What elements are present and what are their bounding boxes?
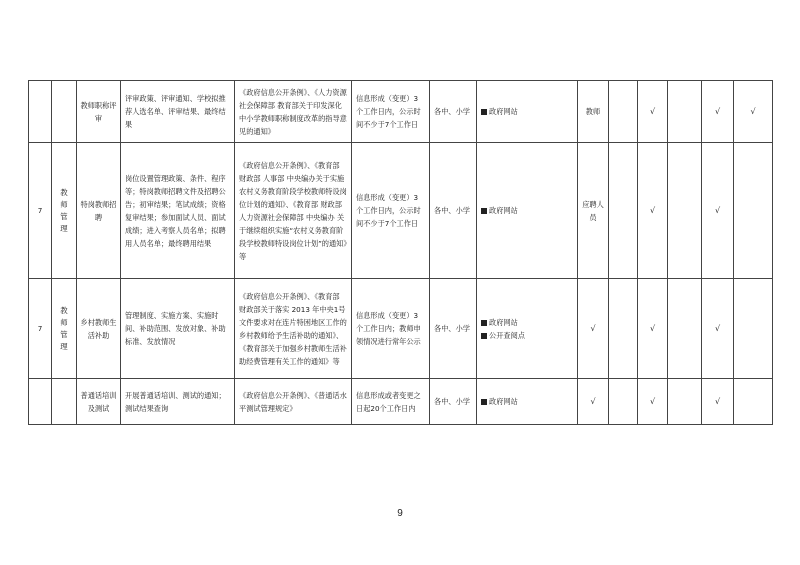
item-cell: 特岗教师招聘: [77, 143, 121, 279]
basis-cell: 《政府信息公开条例》、《人力资源社会保障部 教育部关于印发深化中小学教师职称制度改革的指导意见的通知》: [235, 81, 352, 143]
seq-cell: 7: [29, 143, 52, 279]
item-cell: 教师职称评审: [77, 81, 121, 143]
page-number: 9: [397, 508, 403, 519]
table-row: [29, 279, 773, 379]
content-cell: 开展普通话培训、测试的通知；测试结果查询: [121, 379, 235, 425]
check-cell: √: [578, 379, 609, 425]
check-cell: √: [702, 81, 734, 143]
item-cell: 普通话培训及测试: [77, 379, 121, 425]
check-cell: [668, 81, 702, 143]
check-cell: √: [638, 143, 668, 279]
subject-cell: 各中、小学: [430, 379, 477, 425]
channel-cell: 政府网站 公开查阅点: [477, 279, 578, 379]
check-cell: [668, 143, 702, 279]
time-cell: 信息形成（变更）3个工作日内，公示时间不少于7个工作日: [352, 81, 430, 143]
square-bullet-icon: [481, 109, 487, 115]
check-cell: [734, 279, 773, 379]
check-cell: √: [638, 279, 668, 379]
check-cell: √: [702, 143, 734, 279]
seq-cell: [29, 379, 52, 425]
channel-cell: 政府网站: [477, 81, 578, 143]
square-bullet-icon: [481, 399, 487, 405]
item-cell: 乡村教师生活补助: [77, 279, 121, 379]
check-cell: [609, 279, 638, 379]
time-cell: 信息形成（变更）3个工作日内；教师申领情况进行常年公示: [352, 279, 430, 379]
content-cell: 岗位设置管理政策、条件、程序等；特岗教师招聘文件及招聘公告；初审结果；笔试成绩；资格复审结果；参加面试人员、面试成绩；进入考察人员名单；拟聘用人员名单；最终聘用结果: [121, 143, 235, 279]
subject-cell: 各中、小学: [430, 279, 477, 379]
check-cell: [609, 81, 638, 143]
square-bullet-icon: [481, 208, 487, 214]
table-row: [29, 81, 773, 143]
category-cell: 教师管理: [52, 279, 77, 379]
category-cell: [52, 379, 77, 425]
category-cell: [52, 81, 77, 143]
table-row: [29, 379, 773, 425]
check-cell: [668, 279, 702, 379]
check-cell: √: [702, 279, 734, 379]
check-cell: [609, 379, 638, 425]
content-cell: 管理制度、实施方案、实施时间、补助范围、发放对象、补助标准、发放情况: [121, 279, 235, 379]
subject-cell: 各中、小学: [430, 81, 477, 143]
channel-cell: 政府网站: [477, 143, 578, 279]
check-cell: √: [638, 81, 668, 143]
basis-cell: 《政府信息公开条例》、《普通话水平测试管理规定》: [235, 379, 352, 425]
square-bullet-icon: [481, 320, 487, 326]
time-cell: 信息形成或者变更之日起20个工作日内: [352, 379, 430, 425]
channel-cell: 政府网站: [477, 379, 578, 425]
square-bullet-icon: [481, 333, 487, 339]
subject-cell: 各中、小学: [430, 143, 477, 279]
seq-cell: 7: [29, 279, 52, 379]
check-cell: [668, 379, 702, 425]
check-cell: √: [702, 379, 734, 425]
check-cell: [734, 143, 773, 279]
disclosure-table: [28, 80, 773, 425]
check-cell: √: [578, 279, 609, 379]
table-row: [29, 143, 773, 279]
basis-cell: 《政府信息公开条例》、《教育部 财政部关于落实 2013 年中央1号文件要求对在连片特困地区工作的乡村教师给予生活补助的通知》、《教育部关于加强乡村教师生活补助经费管理有关工作的通知》等: [235, 279, 352, 379]
check-cell: [609, 143, 638, 279]
check-cell: √: [638, 379, 668, 425]
time-cell: 信息形成（变更）3个工作日内，公示时间不少于7个工作日: [352, 143, 430, 279]
check-cell: √: [734, 81, 773, 143]
audience-cell: 教师: [578, 81, 609, 143]
seq-cell: [29, 81, 52, 143]
basis-cell: 《政府信息公开条例》、《教育部 财政部 人事部 中央编办关于实施农村义务教育阶段学校教师特设岗位计划的通知》、《教育部 财政部 人力资源社会保障部 中央编办 关于继续组织实施“农村义务教育阶段学校教师特设岗位计划”的通知》等: [235, 143, 352, 279]
audience-cell: 应聘人员: [578, 143, 609, 279]
check-cell: [734, 379, 773, 425]
category-cell: 教师管理: [52, 143, 77, 279]
content-cell: 评审政策、评审通知、学校拟推荐人选名单、评审结果、最终结果: [121, 81, 235, 143]
